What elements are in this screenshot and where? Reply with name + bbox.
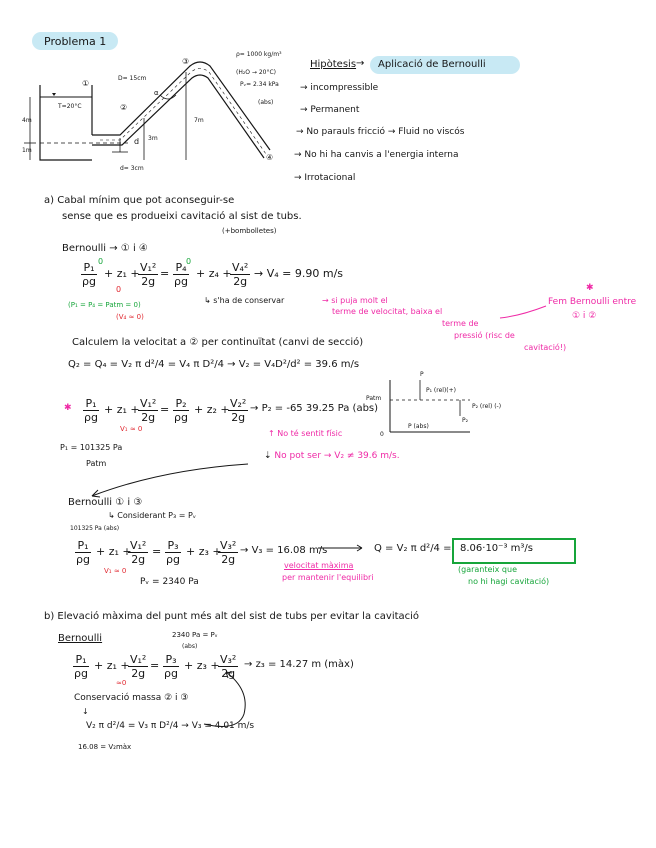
guarantee-note: (garanteix que <box>458 565 517 574</box>
pv-value: Pᵥ = 2340 Pa <box>140 577 199 587</box>
mass-conservation: Conservació massa ② i ③ <box>74 693 189 703</box>
part-b-bernoulli: Bernoulli <box>58 633 103 644</box>
hypothesis-item-4: → No hi ha canvis a l'energia interna <box>294 150 459 160</box>
bernoulli-1-3-title: Bernoulli ① i ③ <box>68 497 143 508</box>
eqb-v3-term: $\frac{\text{V₃²}}{2g}$ <box>220 653 237 680</box>
star-marker-2: ✱ <box>64 403 72 413</box>
v1-zero-b: ≈0 <box>116 679 127 687</box>
eq13-plus-z3: + z₃ + <box>186 545 222 558</box>
eq14-p1-term: $\frac{\text{P₁}}{\rho g}$ <box>82 261 96 288</box>
pink-note-4: pressió (risc de <box>454 331 515 340</box>
pressure-equal-note: (P₁ = P₄ = Patm = 0) <box>68 301 141 309</box>
hypothesis-item-2: → Permanent <box>300 105 360 115</box>
vel-max-note: velocitat màxima <box>284 561 354 570</box>
zero-mark-3: 0 <box>116 285 122 294</box>
no-sense-note: ↑ No té sentit físic <box>268 429 343 438</box>
v4-zero-note: (V₄ ≈ 0) <box>116 313 144 321</box>
eq13-v1-term: $\frac{\text{V₁²}}{2g}$ <box>130 539 147 566</box>
eq14-v1-term: $\frac{\text{V₁²}}{2g}$ <box>140 261 157 288</box>
consider-pv: ↳ Considerant P₃ = Pᵥ <box>108 511 197 520</box>
v4-result: → V₄ = 9.90 m/s <box>254 267 344 280</box>
graph-patm: Patm <box>366 395 382 402</box>
height-7m: 7m <box>194 117 204 124</box>
eqb-p1-term: $\frac{\text{P₁}}{\rho g}$ <box>74 653 88 680</box>
graph-p2b: P₂ <box>462 417 469 424</box>
mass-arrow: ↓ <box>82 707 89 716</box>
eq13-p1-term: $\frac{\text{P₁}}{\rho g}$ <box>76 539 90 566</box>
graph-p2-rel: P₂ (rel) (-) <box>472 403 502 410</box>
angle-label: α <box>154 89 159 97</box>
eq12-plus-z1: + z₁ + <box>104 403 140 416</box>
height-4m: 4m <box>22 117 32 124</box>
eq14-equals: = <box>160 267 170 280</box>
part-b-title: b) Elevació màxima del punt més alt del sist de tubs per evitar la cavitació <box>44 611 420 622</box>
point-4-marker: ④ <box>266 153 274 162</box>
z3-result: → z₃ = 14.27 m (màx) <box>244 659 354 670</box>
bernoulli-1-2-note: Fem Bernoulli entre <box>548 297 637 307</box>
hypothesis-title: Hipòtesis <box>310 59 357 70</box>
eq13-v3-term: $\frac{\text{V₃²}}{2g}$ <box>220 539 237 566</box>
eqb-equals: = <box>150 659 160 672</box>
pink-note-2: terme de velocitat, baixa el <box>332 307 443 316</box>
v2max-note: 16.08 = V₂màx <box>78 743 132 751</box>
velocity-equation: V₂ π d²/4 = V₃ π D²/4 → V₃ = 4.01 m/s <box>86 721 255 731</box>
eq12-equals: = <box>160 403 170 416</box>
d-label: d <box>134 137 140 146</box>
p2-result: → P₂ = -65 39.25 Pa (abs) <box>250 403 379 414</box>
graph-zero: 0 <box>380 431 384 438</box>
q-label: Q = V₂ π d²/4 = <box>374 543 452 554</box>
bernoulli-1-2-points: ① i ② <box>572 311 597 321</box>
pink-note-3: terme de <box>442 319 479 328</box>
pink-note-arrow: → si puja molt el <box>322 296 388 305</box>
pipe-diameter-D: D= 15cm <box>118 75 147 82</box>
graph-p-abs: P (abs) <box>408 423 429 430</box>
eq12-plus-z2: + z₂ + <box>194 403 230 416</box>
guarantee-note-2: no hi hagi cavitació) <box>468 577 550 586</box>
patm-label: Patm <box>86 459 107 468</box>
part-a-title: a) Cabal mínim que pot aconseguir-se <box>44 195 235 206</box>
hypothesis-item-1: → incompressible <box>300 83 379 93</box>
p1-value: P₁ = 101325 Pa <box>60 443 123 452</box>
point-2-marker: ② <box>120 103 128 112</box>
vapor-pressure-abs: (abs) <box>258 99 274 106</box>
eqb-p3-term: $\frac{\text{P₃}}{\rho g}$ <box>164 653 178 680</box>
eq12-v1-term: $\frac{\text{V₁²}}{2g}$ <box>140 397 157 424</box>
fluid-type: (H₂O → 20°C) <box>236 69 276 76</box>
eq14-plus-z4: + z₄ + <box>196 267 232 280</box>
eq13-p3-term: $\frac{\text{P₃}}{\rho g}$ <box>166 539 180 566</box>
small-diameter-d: d= 3cm <box>120 165 144 172</box>
eq12-p2-term: $\frac{\text{P₂}}{\rho g}$ <box>174 397 188 424</box>
pv-abs-note: 2340 Pa = Pᵥ <box>172 631 218 639</box>
cannot-be-note: ⇣ No pot ser → V₂ ≠ 39.6 m/s. <box>264 451 400 461</box>
bubbles-note: (+bombolletes) <box>222 227 277 235</box>
vel-max-note-2: per mantenir l'equilibri <box>282 573 374 582</box>
eqb-plus-z3: + z₃ + <box>184 659 220 672</box>
hypothesis-item-5: → Irrotacional <box>294 173 356 183</box>
pink-note-5: cavitació!) <box>524 343 567 352</box>
p1-abs-note: 101325 Pa (abs) <box>70 525 120 532</box>
hypothesis-item-3: → No parauls fricció → Fluid no viscós <box>296 127 465 137</box>
eqb-v1-term: $\frac{\text{V₁²}}{2g}$ <box>130 653 147 680</box>
eq14-v4-term: $\frac{\text{V₄²}}{2g}$ <box>232 261 249 288</box>
graph-p: P <box>420 371 424 378</box>
zero-mark-1: 0 <box>98 257 104 266</box>
zero-mark-2: 0 <box>186 257 192 266</box>
eqb-plus-z1: + z₁ + <box>94 659 130 672</box>
hypothesis-arrow: → <box>356 58 365 69</box>
pv-abs-note-2: (abs) <box>182 643 198 650</box>
continuity-text: Calculem la velocitat a ② per continuïtat (canvi de secció) <box>72 337 364 348</box>
point-3-marker: ③ <box>182 57 190 66</box>
star-marker: ✱ <box>586 283 594 293</box>
continuity-equation: Q₂ = Q₄ = V₂ π d²/4 = V₄ π D²/4 → V₂ = V₄D²/d² = 39.6 m/s <box>68 359 360 370</box>
q-result: 8.06·10⁻³ m³/s <box>460 543 533 554</box>
v1-zero-note-2: V₁ ≈ 0 <box>104 567 127 575</box>
height-1m: 1m <box>22 147 32 154</box>
eq14-plus-z1: + z₁ + <box>104 267 140 280</box>
point-1-marker: ① <box>82 79 90 88</box>
eq12-p1-term: $\frac{\text{P₁}}{\rho g}$ <box>84 397 98 424</box>
height-3m: 3m <box>148 135 158 142</box>
vapor-pressure: Pᵥ= 2.34 kPa <box>240 81 279 88</box>
eq12-v2-term: $\frac{\text{V₂²}}{2g}$ <box>230 397 247 424</box>
bernoulli-1-4-title: Bernoulli → ① i ④ <box>62 243 148 254</box>
v3-result: → V₃ = 16.08 m/s <box>240 545 328 556</box>
eq14-p4-term: $\frac{\text{P₄}}{\rho g}$ <box>174 261 188 288</box>
conserve-arrow: ↳ s'ha de conservar <box>204 296 285 305</box>
part-a-title-2: sense que es produeixi cavitació al sist de tubs. <box>62 211 302 222</box>
graph-p1-rel: P₁ (rel)(+) <box>426 387 457 394</box>
bernoulli-application: Aplicació de Bernoulli <box>378 59 486 70</box>
density: ρ= 1000 kg/m³ <box>236 51 282 58</box>
eq13-equals: = <box>152 545 162 558</box>
eq13-plus-z1: + z₁ + <box>96 545 132 558</box>
tank-temperature: T=20°C <box>58 103 82 110</box>
v1-zero-note: V₁ ≈ 0 <box>120 425 143 433</box>
problem-label: Problema 1 <box>44 35 107 48</box>
